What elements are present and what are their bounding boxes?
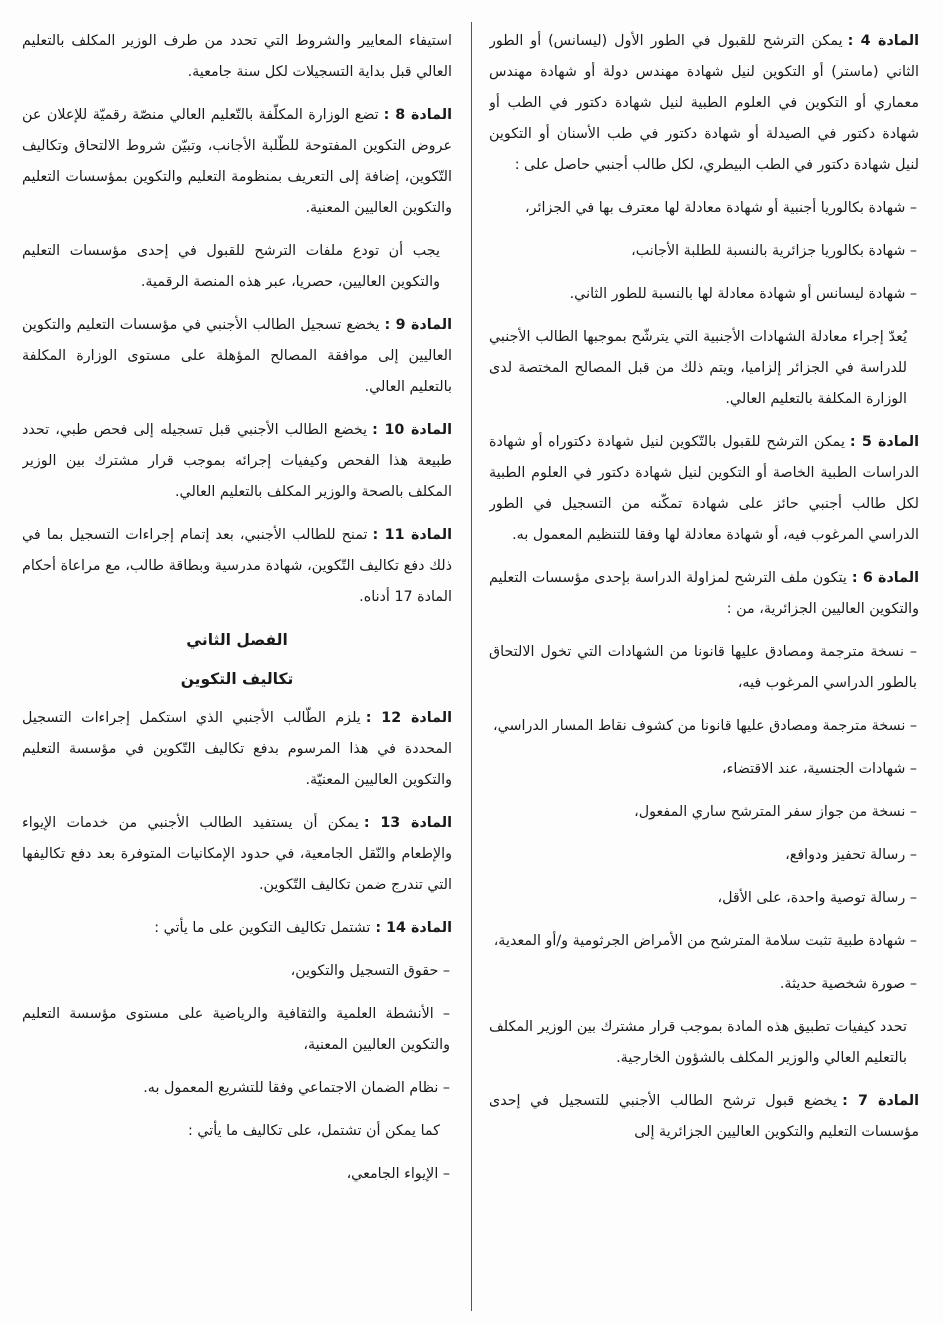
article-11-text: تمنح للطالب الأجنبي، بعد إتمام إجراءات التسجيل بما في ذلك دفع تكاليف التّكوين، شهادة مدرسية وبطاقة طالب، مع مراعاة أحكام المادة 17 أدناه. — [22, 527, 452, 605]
list-item: – شهادة ليسانس أو شهادة معادلة لها بالنسبة للطور الثاني. — [569, 286, 917, 302]
chapter-title: الفصل الثاني — [186, 631, 288, 649]
article-9-text: يخضع تسجيل الطالب الأجنبي في مؤسسات التعليم والتكوين العاليين إلى موافقة المصالح المؤهلة على مستوى الوزارة المكلفة بالتعليم العالي. — [22, 317, 452, 395]
left-column — [22, 26, 452, 1316]
article-8-text: تضع الوزارة المكلّفة بالتّعليم العالي منصّة رقميّة للإعلان عن عروض التكوين المفتوحة للطّلبة الأجانب، وتبيّن شروط الالتحاق وتكاليف التّكوين، إضافة إلى التعريف بمنظومة التعليم والتكوين بمؤسسات التعليم والتكوين العاليين المعنية. — [22, 107, 452, 216]
article-4-text: يمكن الترشح للقبول في الطور الأول (ليسانس) أو الطور الثاني (ماستر) أو التكوين لنيل شهادة مهندس دولة أو شهادة مهندس معماري أو التكوين في العلوم الطبية لنيل شهادة دكتور في الطب أو شهادة دكتور في الصيدلة أو شهادة دكتور في طب الأسنان أو التكوين لنيل شهادة دكتور في الطب البيطري، لكل طالب أجنبي حاصل على : — [489, 33, 919, 173]
article-4 — [489, 26, 919, 181]
list-item: – شهادة بكالوريا جزائرية بالنسبة للطلبة الأجانب، — [631, 243, 917, 259]
article-8 — [22, 100, 452, 224]
article-14-paragraph-2: كما يمكن أن تشتمل، على تكاليف ما يأتي : — [188, 1123, 440, 1139]
article-6-label: المادة 6 : — [851, 570, 919, 586]
article-14-label: المادة 14 : — [375, 920, 452, 936]
list-item: – شهادات الجنسية، عند الاقتضاء، — [722, 761, 917, 777]
article-13-text: يمكن أن يستفيد الطالب الأجنبي من خدمات الإيواء والإطعام والنّقل الجامعية، في حدود الإمكانيات المتوفرة بعد دفع تكاليفها التي تندرج ضمن تكاليف التّكوين. — [22, 815, 452, 893]
article-6 — [489, 563, 919, 625]
column-divider — [471, 22, 472, 1311]
list-item: – صورة شخصية حديثة. — [779, 976, 917, 992]
list-item: – حقوق التسجيل والتكوين، — [290, 963, 450, 979]
article-12-label: المادة 12 : — [365, 710, 452, 726]
article-8-label: المادة 8 : — [383, 107, 452, 123]
article-10-label: المادة 10 : — [372, 422, 452, 438]
list-item: – شهادة طبية تثبت سلامة المترشح من الأمراض الجرثومية و/أو المعدية، — [493, 933, 917, 949]
article-5-text: يمكن الترشح للقبول بالتّكوين لنيل شهادة دكتوراه أو شهادة الدراسات الطبية الخاصة أو التكوين لنيل شهادة دكتور في العلوم الطبية لكل طالب أجنبي حائز على شهادة تمكّنه من التسجيل في الطور الدراسي المرغوب فيه، أو شهادة معادلة لها وفقا للتنظيم المعمول به. — [489, 434, 919, 543]
list-item: – نسخة مترجمة ومصادق عليها قانونا من الشهادات التي تخول الالتحاق بالطور الدراسي المرغوب فيه، — [489, 644, 917, 691]
article-7-label: المادة 7 : — [842, 1093, 919, 1109]
list-item: – شهادة بكالوريا أجنبية أو شهادة معادلة لها معترف بها في الجزائر، — [525, 200, 917, 216]
article-5-label: المادة 5 : — [849, 434, 919, 450]
right-column — [489, 26, 919, 1316]
article-5 — [489, 427, 919, 551]
article-7-continuation: استيفاء المعايير والشروط التي تحدد من طرف الوزير المكلف بالتعليم العالي قبل بداية التسجيلات لكل سنة جامعية. — [22, 33, 452, 80]
article-9 — [22, 310, 452, 403]
article-10-text: يخضع الطالب الأجنبي قبل تسجيله إلى فحص طبي، تحدد طبيعة هذا الفحص وكيفيات إجرائه بموجب قرار مشترك بين الوزير المكلف بالصحة والوزير المكلف بالتعليم العالي. — [22, 422, 452, 500]
list-item: – نسخة مترجمة ومصادق عليها قانونا من كشوف نقاط المسار الدراسي، — [493, 718, 917, 734]
article-8-paragraph-2: يجب أن تودع ملفات الترشح للقبول في إحدى مؤسسات التعليم والتكوين العاليين، حصريا، عبر هذه المنصة الرقمية. — [22, 243, 440, 290]
article-14 — [22, 913, 452, 944]
article-7-text: يخضع قبول ترشح الطالب الأجنبي للتسجيل في إحدى مؤسسات التعليم والتكوين العاليين الجزائرية إلى — [489, 1093, 919, 1140]
article-11-label: المادة 11 : — [372, 527, 452, 543]
article-12 — [22, 703, 452, 796]
list-item: – نظام الضمان الاجتماعي وفقا للتشريع المعمول به. — [143, 1080, 450, 1096]
list-item: – الأنشطة العلمية والثقافية والرياضية على مستوى مؤسسة التعليم والتكوين العاليين المعنية، — [22, 1006, 450, 1053]
article-9-label: المادة 9 : — [384, 317, 452, 333]
article-4-paragraph-2: يُعدّ إجراء معادلة الشهادات الأجنبية التي يترشّح بموجبها الطالب الأجنبي للدراسة في الجزائر إلزاميا، ويتم ذلك من قبل المصالح المختصة لدى الوزارة المكلفة بالتعليم العالي. — [489, 329, 907, 407]
article-13-label: المادة 13 : — [363, 815, 452, 831]
list-item: – نسخة من جواز سفر المترشح ساري المفعول، — [634, 804, 917, 820]
article-10 — [22, 415, 452, 508]
article-12-text: يلزم الطّالب الأجنبي الذي استكمل إجراءات التسجيل المحددة في هذا المرسوم بدفع تكاليف التّكوين في مؤسسة التعليم والتكوين العاليين المعنيّة. — [22, 710, 452, 788]
chapter-subtitle: تكاليف التكوين — [180, 670, 294, 688]
list-item: – رسالة تحفيز ودوافع، — [785, 847, 917, 863]
article-14-text: تشتمل تكاليف التكوين على ما يأتي : — [154, 920, 371, 936]
article-7 — [489, 1086, 919, 1148]
article-6-paragraph-2: تحدد كيفيات تطبيق هذه المادة بموجب قرار مشترك بين الوزير المكلف بالتعليم العالي والوزير المكلف بالشؤون الخارجية. — [489, 1019, 907, 1066]
article-6-text: يتكون ملف الترشح لمزاولة الدراسة بإحدى مؤسسات التعليم والتكوين العاليين الجزائرية، من : — [489, 570, 919, 617]
article-4-label: المادة 4 : — [847, 33, 919, 49]
list-item: – الإيواء الجامعي، — [346, 1166, 450, 1182]
article-13 — [22, 808, 452, 901]
article-11 — [22, 520, 452, 613]
list-item: – رسالة توصية واحدة، على الأقل، — [717, 890, 917, 906]
